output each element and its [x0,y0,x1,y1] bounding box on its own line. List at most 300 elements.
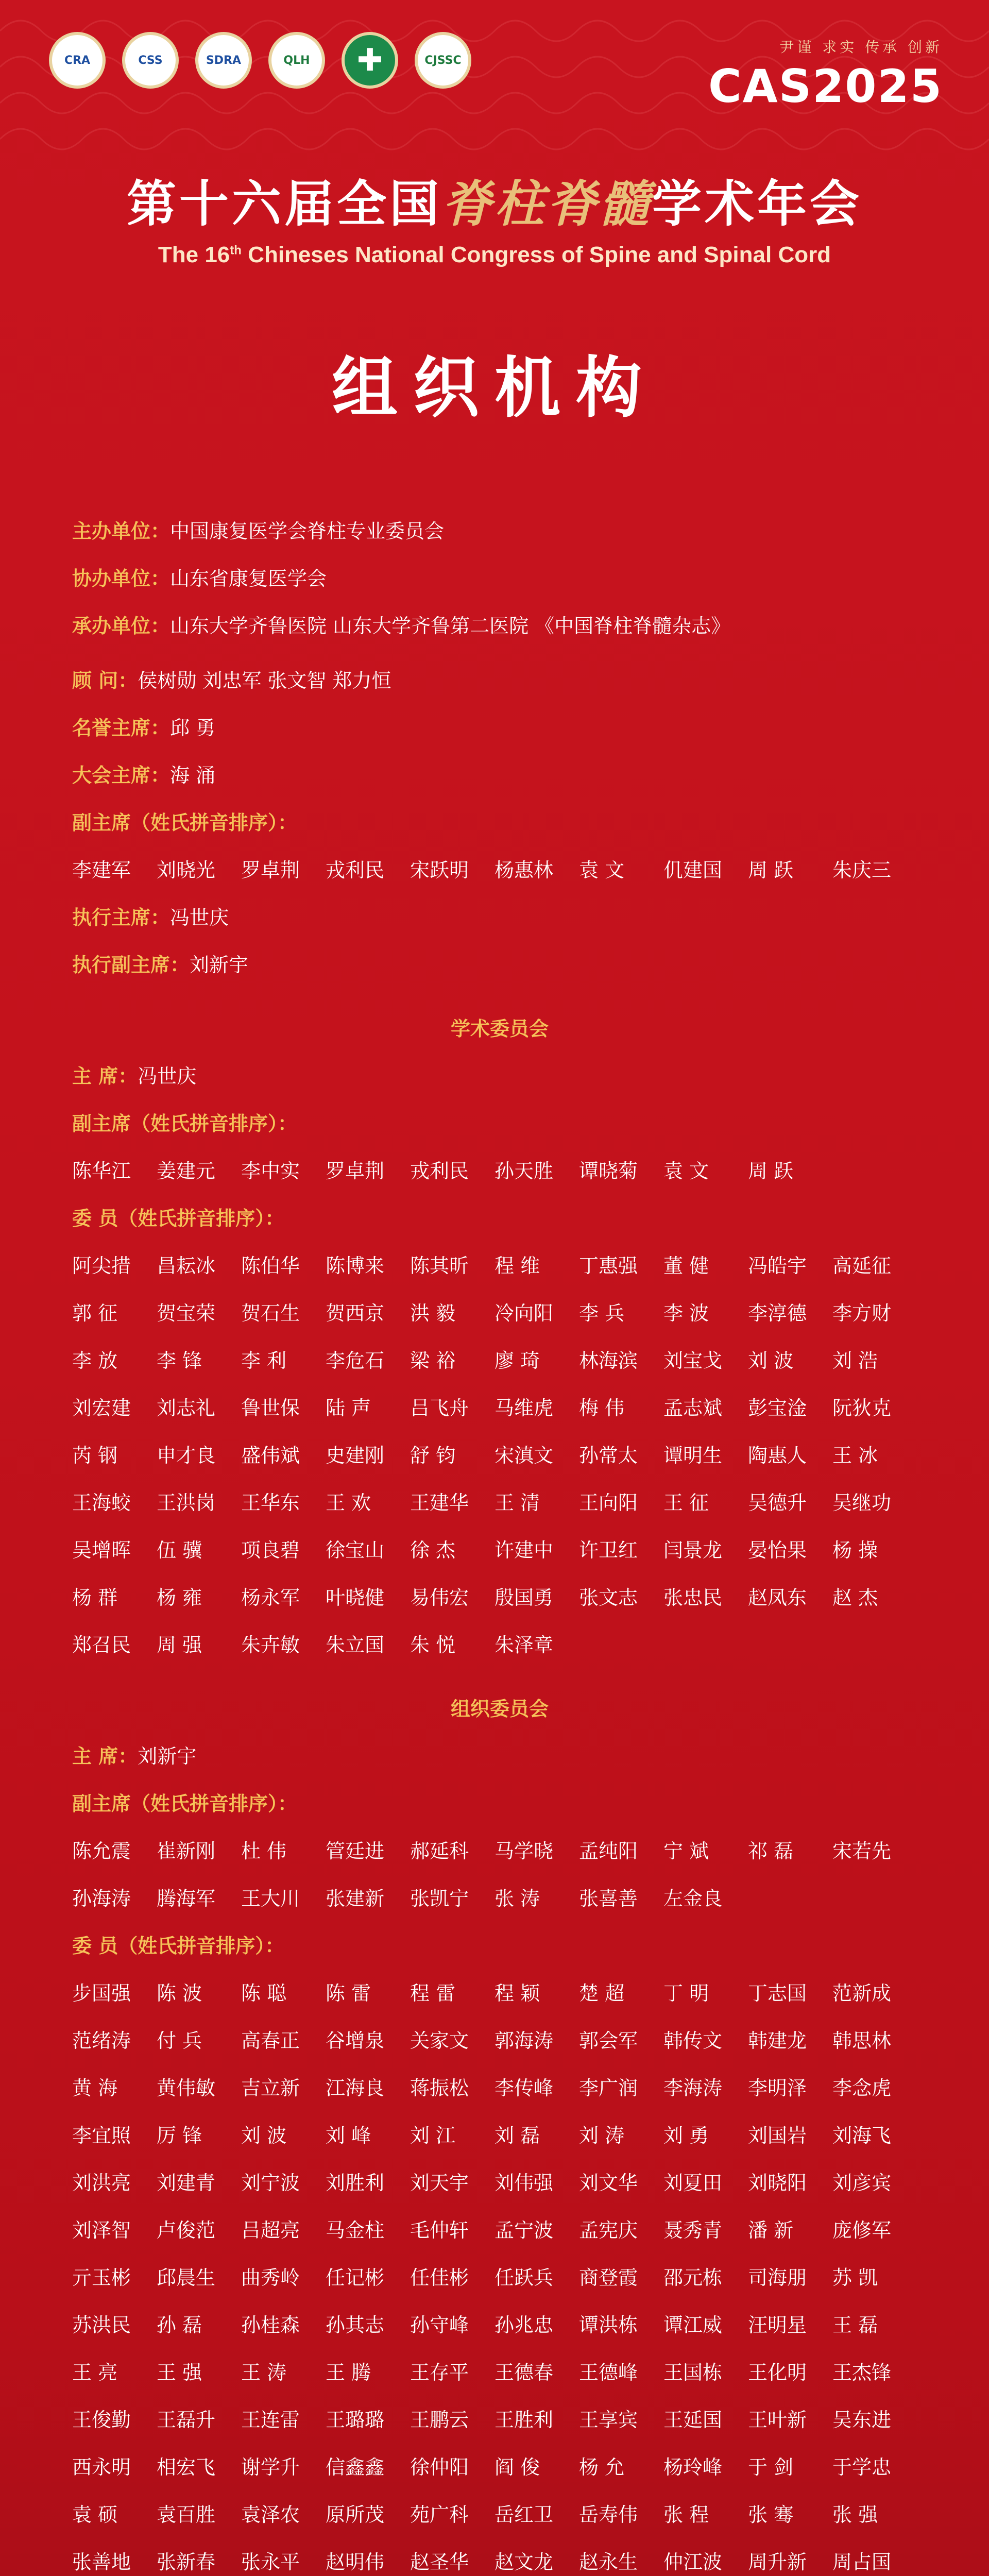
person-name: 赵文龙 [494,2551,554,2573]
organizing-committee-title: 组织委员会 [450,1698,549,1720]
subtitle-text: The 16 [158,242,230,267]
person-name: 徐仲阳 [410,2456,469,2479]
logo-badge [49,32,106,89]
logo-label: CSS [138,54,163,67]
person-name: 王德峰 [579,2361,638,2384]
person-name: 范绪涛 [72,2029,131,2052]
person-name: 孟纯阳 [579,1840,638,1862]
person-name: 卢俊范 [157,2219,216,2242]
advisor-row [72,657,927,704]
person-name: 张 涛 [494,1887,540,1910]
logo-badge [268,32,325,89]
person-name: 袁泽农 [241,2503,300,2526]
person-name: 韩传文 [663,2029,723,2052]
person-name: 盛伟斌 [241,1444,300,1467]
person-name: 朱 悦 [410,1634,456,1656]
person-name: 郝延科 [410,1840,469,1862]
row-label: 顾 问： [72,669,138,692]
person-name: 王 涛 [241,2361,287,2384]
person-name: 刘宏建 [72,1397,131,1419]
person-name: 杨惠林 [494,859,554,882]
person-name: 任佳彬 [410,2266,469,2289]
person-name: 王 磊 [832,2314,878,2336]
person-name: 李 波 [663,1302,709,1325]
person-name: 吕超亮 [241,2219,300,2242]
person-name: 王 清 [494,1492,540,1514]
person-name: 冷向阳 [494,1302,554,1325]
person-name: 洪 毅 [410,1302,456,1325]
person-name: 黄伟敏 [157,2077,216,2099]
person-name: 周升新 [748,2551,807,2573]
person-name: 蒋振松 [410,2077,469,2099]
person-name: 韩建龙 [748,2029,807,2052]
person-name: 刘晓阳 [748,2172,807,2194]
person-name: 周 强 [157,1634,202,1656]
row-value: 邱 勇 [170,717,216,739]
person-name: 潘 新 [748,2219,794,2242]
person-name: 赵圣华 [410,2551,469,2573]
person-name: 吴德升 [748,1492,807,1514]
person-name: 刘泽智 [72,2219,131,2242]
person-name: 崔新刚 [157,1840,216,1862]
person-name: 舒 钧 [410,1444,456,1467]
person-name: 步国强 [72,1982,131,2005]
person-name: 刘宝戈 [663,1349,723,1372]
person-name: 许卫红 [579,1539,638,1562]
person-name: 宋若先 [832,1840,892,1862]
person-name: 赵明伟 [326,2551,385,2573]
person-name: 李海涛 [663,2077,723,2099]
brand-block [708,36,943,113]
person-name: 孙守峰 [410,2314,469,2336]
person-name: 刘夏田 [663,2172,723,2194]
person-name: 王磊升 [157,2409,216,2431]
person-name: 王国栋 [663,2361,723,2384]
person-name: 仲江波 [663,2551,723,2573]
person-name: 高春正 [241,2029,300,2052]
person-name: 刘 波 [748,1349,794,1372]
page-heading: 组织机构 [331,350,657,427]
person-name: 易伟宏 [410,1586,469,1609]
person-name: 罗卓荆 [326,1160,385,1182]
person-name: 朱泽章 [494,1634,554,1656]
person-name: 杨 操 [832,1539,878,1562]
person-name: 陈 雷 [326,1982,371,2005]
person-name: 李 利 [241,1349,287,1372]
person-name: 吕飞舟 [410,1397,469,1419]
person-name: 陈允震 [72,1840,131,1862]
person-name: 王俊勤 [72,2409,131,2431]
person-name: 伍 骥 [157,1539,202,1562]
person-name: 郭海涛 [494,2029,554,2052]
person-name: 苑广科 [410,2503,469,2526]
person-name: 彭宝淦 [748,1397,807,1419]
person-name: 陈 聪 [241,1982,287,2005]
row-value: 冯世庆 [170,906,229,929]
person-name: 李宜照 [72,2124,131,2147]
person-name: 冯皓宇 [748,1255,807,1277]
person-name: 郭会军 [579,2029,638,2052]
person-name: 梁 裕 [410,1349,456,1372]
person-name: 商登霞 [579,2266,638,2289]
person-name: 庞修军 [832,2219,892,2242]
row-value: 刘新宇 [190,954,249,976]
person-name: 程 颖 [494,1982,540,2005]
person-name: 芮 钢 [72,1444,118,1467]
person-name: 朱立国 [326,1634,385,1656]
person-name: 殷国勇 [494,1586,554,1609]
person-name: 孙兆忠 [494,2314,554,2336]
row-label: 主办单位： [72,520,170,543]
person-name: 孙桂森 [241,2314,300,2336]
person-name: 王杰锋 [832,2361,892,2384]
person-name: 林海滨 [579,1349,638,1372]
row-value: 冯世庆 [138,1065,197,1088]
person-name: 孙常太 [579,1444,638,1467]
person-name: 付 兵 [157,2029,202,2052]
person-name: 司海朋 [748,2266,807,2289]
row-label: 主 席： [72,1745,138,1768]
subtitle-sup: th [230,243,242,258]
person-name: 赵永生 [579,2551,638,2573]
person-name: 董 健 [663,1255,709,1277]
person-name: 邱晨生 [157,2266,216,2289]
person-name: 左金良 [663,1887,723,1910]
academic-members-label-row [72,1195,927,1242]
person-name: 王 强 [157,2361,202,2384]
person-name: 谭洪栋 [579,2314,638,2336]
person-name: 刘 波 [241,2124,287,2147]
row-label: 执行副主席： [72,954,190,976]
vice-chair-list [72,846,927,894]
person-name: 岳寿伟 [579,2503,638,2526]
row-label: 大会主席： [72,764,170,787]
person-name: 曲秀岭 [241,2266,300,2289]
person-name: 相宏飞 [157,2456,216,2479]
person-name: 刘胜利 [326,2172,385,2194]
person-name: 谷增泉 [326,2029,385,2052]
person-name: 李方财 [832,1302,892,1325]
person-name: 谭晓菊 [579,1160,638,1182]
person-name: 刘彦宾 [832,2172,892,2194]
row-label: 副主席（姓氏拼音排序）： [72,1792,298,1815]
row-label: 名誉主席： [72,717,170,739]
person-name: 阿尖措 [72,1255,131,1277]
person-name: 史建刚 [326,1444,385,1467]
organizing-vice-list [72,1827,927,1922]
organization-content [72,507,927,2576]
row-value: 中国康复医学会脊柱专业委员会 [170,520,445,543]
row-label: 主 席： [72,1065,138,1088]
person-name: 孟志斌 [663,1397,723,1419]
person-name: 阎 俊 [494,2456,540,2479]
person-name: 刘宁波 [241,2172,300,2194]
row-value: 侯树勋 刘忠军 张文智 郑力恒 [138,669,391,692]
person-name: 晏怡果 [748,1539,807,1562]
person-name: 徐宝山 [326,1539,385,1562]
person-name: 丁惠强 [579,1255,638,1277]
person-name: 马学晓 [494,1840,554,1862]
academic-members-list [72,1242,927,1669]
person-name: 刘伟强 [494,2172,554,2194]
person-name: 邵元栋 [663,2266,723,2289]
logo-badge [415,32,471,89]
person-name: 吴东进 [832,2409,892,2431]
academic-vice-label-row [72,1100,927,1147]
congress-title [0,165,989,235]
person-name: 王大川 [241,1887,300,1910]
person-name: 廖 琦 [494,1349,540,1372]
row-value: 海 涌 [170,764,216,787]
person-name: 刘 江 [410,2124,456,2147]
person-name: 袁 文 [579,859,625,882]
person-name: 王建华 [410,1492,469,1514]
person-name: 张 强 [832,2503,878,2526]
person-name: 刘 峰 [326,2124,371,2147]
person-name: 姜建元 [157,1160,216,1182]
person-name: 李 锋 [157,1349,202,1372]
logo-label: CRA [64,54,91,67]
person-name: 鲁世保 [241,1397,300,1419]
person-name: 陈 波 [157,1982,202,2005]
person-name: 陈其昕 [410,1255,469,1277]
person-name: 原所茂 [326,2503,385,2526]
row-value: 山东省康复医学会 [170,567,327,590]
person-name: 楚 超 [579,1982,625,2005]
person-name: 王 欢 [326,1492,371,1514]
person-name: 刘文华 [579,2172,638,2194]
person-name: 仉建国 [663,859,723,882]
person-name: 李中实 [241,1160,300,1182]
person-name: 王 冰 [832,1444,878,1467]
person-name: 张永平 [241,2551,300,2573]
person-name: 贺石生 [241,1302,300,1325]
row-label: 执行主席： [72,906,170,929]
person-name: 王化明 [748,2361,807,2384]
person-name: 贺宝荣 [157,1302,216,1325]
person-name: 马维虎 [494,1397,554,1419]
person-name: 李建军 [72,859,131,882]
exec-chair-row [72,894,927,941]
person-name: 李明泽 [748,2077,807,2099]
brand-logo: CAS2025 [708,60,943,113]
person-name: 王胜利 [494,2409,554,2431]
academic-chair-row [72,1053,927,1100]
person-name: 周占国 [832,2551,892,2573]
sponsor-row [72,507,927,555]
person-name: 闫景龙 [663,1539,723,1562]
person-name: 杨 群 [72,1586,118,1609]
person-name: 陆 声 [326,1397,371,1419]
person-name: 周 跃 [748,1160,794,1182]
organizing-vice-label-row [72,1780,927,1827]
person-name: 李广润 [579,2077,638,2099]
row-label: 副主席（姓氏拼音排序）： [72,811,298,834]
person-name: 韩思林 [832,2029,892,2052]
person-name: 丁志国 [748,1982,807,2005]
person-name: 刘建青 [157,2172,216,2194]
person-name: 刘 磊 [494,2124,540,2147]
person-name: 张 骞 [748,2503,794,2526]
person-name: 郑召民 [72,1634,131,1656]
motto: 尹谨 求实 传承 创新 [779,39,943,56]
person-name: 王向阳 [579,1492,638,1514]
person-name: 汪明星 [748,2314,807,2336]
person-name: 关家文 [410,2029,469,2052]
sponsor-logos [49,32,471,89]
person-name: 王连雷 [241,2409,300,2431]
person-name: 陈博来 [326,1255,385,1277]
person-name: 刘 勇 [663,2124,709,2147]
person-name: 谭江威 [663,2314,723,2336]
row-label: 委 员（姓氏拼音排序）： [72,1935,285,1957]
person-name: 刘 涛 [579,2124,625,2147]
logo-label: SDRA [206,54,242,67]
person-name: 张新春 [157,2551,216,2573]
person-name: 朱庆三 [832,859,892,882]
person-name: 王德春 [494,2361,554,2384]
person-name: 杨 允 [579,2456,625,2479]
person-name: 周 跃 [748,859,794,882]
person-name: 郭 征 [72,1302,118,1325]
person-name: 任跃兵 [494,2266,554,2289]
person-name: 朱卉敏 [241,1634,300,1656]
person-name: 张 程 [663,2503,709,2526]
person-name: 王 亮 [72,2361,118,2384]
person-name: 梅 伟 [579,1397,625,1419]
logo-label: QLH [283,54,310,67]
person-name: 丁 明 [663,1982,709,2005]
person-name: 吴增晖 [72,1539,131,1562]
person-name: 赵 杰 [832,1586,878,1609]
row-value: 山东大学齐鲁医院 山东大学齐鲁第二医院 《中国脊柱脊髓杂志》 [170,615,731,637]
title-suffix: 学术年会 [652,175,862,233]
person-name: 信鑫鑫 [326,2456,385,2479]
person-name: 程 维 [494,1255,540,1277]
person-name: 赵凤东 [748,1586,807,1609]
person-name: 刘 浩 [832,1349,878,1372]
person-name: 程 雷 [410,1982,456,2005]
person-name: 李 兵 [579,1302,625,1325]
cross-logo-icon: ✚ [342,32,398,89]
chair-row [72,752,927,799]
person-name: 王洪岗 [157,1492,216,1514]
person-name: 范新成 [832,1982,892,2005]
person-name: 高延征 [832,1255,892,1277]
person-name: 李淳德 [748,1302,807,1325]
person-name: 宁 斌 [663,1840,709,1862]
person-name: 岳红卫 [494,2503,554,2526]
person-name: 陈华江 [72,1160,131,1182]
person-name: 戎利民 [410,1160,469,1182]
person-name: 项良碧 [241,1539,300,1562]
person-name: 谢学升 [241,2456,300,2479]
person-name: 孙海涛 [72,1887,131,1910]
person-name: 杜 伟 [241,1840,287,1862]
honorary-chair-row [72,704,927,752]
person-name: 戎利民 [326,859,385,882]
person-name: 刘海飞 [832,2124,892,2147]
host-row [72,602,927,650]
person-name: 于学忠 [832,2456,892,2479]
person-name: 王延国 [663,2409,723,2431]
person-name: 陈伯华 [241,1255,300,1277]
row-label: 副主席（姓氏拼音排序）： [72,1112,298,1135]
person-name: 贺西京 [326,1302,385,1325]
person-name: 李传峰 [494,2077,554,2099]
person-name: 阮狄克 [832,1397,892,1419]
person-name: 张文志 [579,1586,638,1609]
person-name: 杨 雍 [157,1586,202,1609]
academic-committee-title: 学术委员会 [450,1018,549,1040]
person-name: 孟宁波 [494,2219,554,2242]
person-name: 王海蛟 [72,1492,131,1514]
organizing-members-label-row [72,1922,927,1970]
person-name: 江海良 [326,2077,385,2099]
person-name: 罗卓荆 [241,859,300,882]
organizing-members-list [72,1970,927,2576]
person-name: 李 放 [72,1349,118,1372]
person-name: 马金柱 [326,2219,385,2242]
person-name: 孙 磊 [157,2314,202,2336]
person-name: 张喜善 [579,1887,638,1910]
person-name: 张凯宁 [410,1887,469,1910]
person-name: 孙天胜 [494,1160,554,1182]
person-name: 王璐璐 [326,2409,385,2431]
row-label: 承办单位： [72,615,170,637]
person-name: 亓玉彬 [72,2266,131,2289]
person-name: 毛仲轩 [410,2219,469,2242]
logo-badge [195,32,252,89]
person-name: 刘志礼 [157,1397,216,1419]
person-name: 于 剑 [748,2456,794,2479]
person-name: 孙其志 [326,2314,385,2336]
person-name: 苏 凯 [832,2266,878,2289]
person-name: 张忠民 [663,1586,723,1609]
person-name: 管廷进 [326,1840,385,1862]
person-name: 西永明 [72,2456,131,2479]
person-name: 张建新 [326,1887,385,1910]
person-name: 昌耘冰 [157,1255,216,1277]
co-organizer-row [72,555,927,602]
person-name: 王鹏云 [410,2409,469,2431]
person-name: 宋跃明 [410,859,469,882]
person-name: 杨永军 [241,1586,300,1609]
academic-vice-list [72,1147,927,1195]
person-name: 杨玲峰 [663,2456,723,2479]
person-name: 任记彬 [326,2266,385,2289]
person-name: 祁 磊 [748,1840,794,1862]
logo-label: CJSSC [424,54,462,67]
person-name: 李危石 [326,1349,385,1372]
subtitle-text: Chineses National Congress of Spine and Spinal Cord [241,242,831,267]
person-name: 张善地 [72,2551,131,2573]
person-name: 聂秀青 [663,2219,723,2242]
person-name: 王存平 [410,2361,469,2384]
person-name: 申才良 [157,1444,216,1467]
exec-vice-chair-row [72,941,927,989]
logo-badge [122,32,179,89]
person-name: 刘国岩 [748,2124,807,2147]
person-name: 袁 硕 [72,2503,118,2526]
organizing-chair-row [72,1733,927,1780]
congress-subtitle [0,242,989,268]
person-name: 刘晓光 [157,859,216,882]
person-name: 吴继功 [832,1492,892,1514]
row-label: 委 员（姓氏拼音排序）： [72,1207,285,1230]
title-prefix: 第十六届全国 [127,175,442,233]
person-name: 叶晓健 [326,1586,385,1609]
